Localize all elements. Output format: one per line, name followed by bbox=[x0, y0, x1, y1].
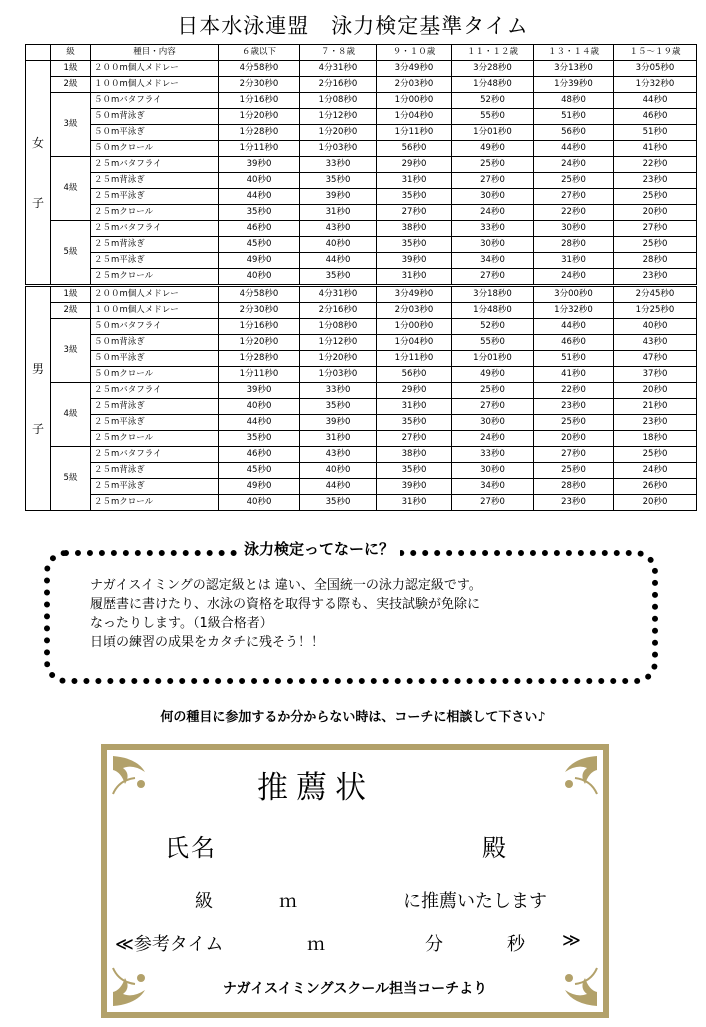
time-cell: 39秒0 bbox=[219, 157, 300, 173]
time-cell: 1分03秒0 bbox=[300, 141, 377, 157]
time-cell: 43秒0 bbox=[300, 447, 377, 463]
time-cell: 1分20秒0 bbox=[300, 125, 377, 141]
gender-cell bbox=[26, 286, 51, 511]
time-cell: 47秒0 bbox=[614, 351, 697, 367]
time-cell: 35秒0 bbox=[377, 463, 452, 479]
time-cell: 33秒0 bbox=[300, 157, 377, 173]
time-cell: 1分11秒0 bbox=[219, 367, 300, 383]
header-cell: ７・８歳 bbox=[300, 45, 377, 61]
table-row bbox=[26, 141, 697, 157]
grade-cell: 5級 bbox=[51, 221, 91, 286]
time-cell: 27秒0 bbox=[534, 447, 614, 463]
grade-cell: 2級 bbox=[51, 77, 91, 93]
time-cell: 39秒0 bbox=[377, 253, 452, 269]
time-cell: 20秒0 bbox=[614, 383, 697, 399]
time-cell: 49秒0 bbox=[452, 141, 534, 157]
time-cell: 51秒0 bbox=[614, 125, 697, 141]
time-cell: 44秒0 bbox=[219, 415, 300, 431]
event-cell: １００m個人メドレー bbox=[91, 77, 219, 93]
time-cell: 56秒0 bbox=[534, 125, 614, 141]
event-cell: ２５mバタフライ bbox=[91, 447, 219, 463]
time-cell: 31秒0 bbox=[377, 173, 452, 189]
time-cell: 1分08秒0 bbox=[300, 93, 377, 109]
time-cell: 46秒0 bbox=[219, 447, 300, 463]
time-cell: 55秒0 bbox=[452, 109, 534, 125]
time-cell: 1分32秒0 bbox=[614, 77, 697, 93]
time-cell: 1分16秒0 bbox=[219, 93, 300, 109]
time-cell: 44秒0 bbox=[300, 253, 377, 269]
table-row bbox=[26, 173, 697, 189]
table-row bbox=[26, 221, 697, 237]
time-cell: 33秒0 bbox=[452, 221, 534, 237]
event-cell: ２５m背泳ぎ bbox=[91, 463, 219, 479]
event-cell: ５０m背泳ぎ bbox=[91, 335, 219, 351]
time-cell: 3分05秒0 bbox=[614, 61, 697, 77]
time-cell: 3分13秒0 bbox=[534, 61, 614, 77]
event-cell: ２５mクロール bbox=[91, 269, 219, 286]
time-cell: 2分45秒0 bbox=[614, 286, 697, 303]
time-cell: 31秒0 bbox=[534, 253, 614, 269]
time-cell: 40秒0 bbox=[219, 269, 300, 286]
time-cell: 2分16秒0 bbox=[300, 303, 377, 319]
time-cell: 3分28秒0 bbox=[452, 61, 534, 77]
table-row bbox=[26, 415, 697, 431]
table-row bbox=[26, 447, 697, 463]
table-row bbox=[26, 189, 697, 205]
event-cell: ２５mバタフライ bbox=[91, 221, 219, 237]
meter-label: ｍ bbox=[279, 891, 297, 912]
time-cell: 27秒0 bbox=[377, 205, 452, 221]
time-cell: 35秒0 bbox=[377, 189, 452, 205]
table-row bbox=[26, 495, 697, 511]
time-cell: 27秒0 bbox=[377, 431, 452, 447]
event-cell: ２５m背泳ぎ bbox=[91, 399, 219, 415]
recommend-text: に推薦いたします bbox=[403, 891, 547, 912]
event-cell: ２００m個人メドレー bbox=[91, 286, 219, 303]
time-cell: 40秒0 bbox=[614, 319, 697, 335]
time-cell: 28秒0 bbox=[614, 253, 697, 269]
time-cell: 39秒0 bbox=[300, 189, 377, 205]
time-cell: 25秒0 bbox=[534, 173, 614, 189]
time-cell: 39秒0 bbox=[300, 415, 377, 431]
time-cell: 1分08秒0 bbox=[300, 319, 377, 335]
time-cell: 31秒0 bbox=[377, 399, 452, 415]
time-cell: 2分30秒0 bbox=[219, 77, 300, 93]
table-row bbox=[26, 399, 697, 415]
event-cell: ５０mバタフライ bbox=[91, 93, 219, 109]
time-cell: 46秒0 bbox=[534, 335, 614, 351]
time-cell: 51秒0 bbox=[534, 109, 614, 125]
grade-cell: 4級 bbox=[51, 383, 91, 447]
page-title: 日本水泳連盟 泳力検定基準タイム bbox=[177, 14, 529, 38]
time-cell: 28秒0 bbox=[534, 237, 614, 253]
time-cell: 33秒0 bbox=[300, 383, 377, 399]
time-cell: 23秒0 bbox=[614, 269, 697, 286]
time-cell: 40秒0 bbox=[219, 399, 300, 415]
time-cell: 3分49秒0 bbox=[377, 286, 452, 303]
table-row bbox=[26, 237, 697, 253]
time-cell: 1分00秒0 bbox=[377, 319, 452, 335]
time-cell: 45秒0 bbox=[219, 237, 300, 253]
table-row bbox=[26, 286, 697, 303]
time-cell: 27秒0 bbox=[534, 189, 614, 205]
time-cell: 28秒0 bbox=[534, 479, 614, 495]
time-cell: 44秒0 bbox=[614, 93, 697, 109]
time-cell: 34秒0 bbox=[452, 479, 534, 495]
grade-cell: 3級 bbox=[51, 93, 91, 157]
table-row bbox=[26, 479, 697, 495]
header-cell: 種目・内容 bbox=[91, 45, 219, 61]
time-cell: 25秒0 bbox=[614, 447, 697, 463]
time-cell: 1分32秒0 bbox=[534, 303, 614, 319]
time-cell: 1分28秒0 bbox=[219, 125, 300, 141]
time-cell: 2分03秒0 bbox=[377, 77, 452, 93]
table-row bbox=[26, 367, 697, 383]
time-cell: 25秒0 bbox=[452, 157, 534, 173]
time-cell: 27秒0 bbox=[452, 269, 534, 286]
time-cell: 1分20秒0 bbox=[219, 109, 300, 125]
time-cell: 27秒0 bbox=[452, 173, 534, 189]
gender-char: 子 bbox=[31, 421, 44, 436]
table-row bbox=[26, 205, 697, 221]
time-cell: 51秒0 bbox=[534, 351, 614, 367]
time-cell: 40秒0 bbox=[219, 495, 300, 511]
time-cell: 46秒0 bbox=[614, 109, 697, 125]
close-quote: ≫ bbox=[562, 930, 581, 951]
time-cell: 46秒0 bbox=[219, 221, 300, 237]
table-row bbox=[26, 61, 697, 77]
time-cell: 25秒0 bbox=[614, 189, 697, 205]
time-cell: 31秒0 bbox=[300, 205, 377, 221]
time-cell: 1分04秒0 bbox=[377, 109, 452, 125]
time-cell: 31秒0 bbox=[377, 495, 452, 511]
honorific-label: 殿 bbox=[482, 834, 506, 862]
grade-cell: 3級 bbox=[51, 319, 91, 383]
time-cell: 24秒0 bbox=[534, 157, 614, 173]
time-cell: 20秒0 bbox=[534, 431, 614, 447]
time-cell: 29秒0 bbox=[377, 383, 452, 399]
corner-ornament-icon bbox=[547, 754, 599, 798]
time-cell: 23秒0 bbox=[614, 415, 697, 431]
time-cell: 31秒0 bbox=[300, 431, 377, 447]
time-cell: 48秒0 bbox=[534, 93, 614, 109]
time-cell: 1分12秒0 bbox=[300, 109, 377, 125]
grade-cell: 5級 bbox=[51, 447, 91, 511]
time-cell: 52秒0 bbox=[452, 319, 534, 335]
time-cell: 23秒0 bbox=[534, 495, 614, 511]
time-cell: 55秒0 bbox=[452, 335, 534, 351]
time-cell: 2分16秒0 bbox=[300, 77, 377, 93]
time-cell: 1分01秒0 bbox=[452, 125, 534, 141]
time-cell: 2分03秒0 bbox=[377, 303, 452, 319]
time-cell: 20秒0 bbox=[614, 495, 697, 511]
time-cell: 52秒0 bbox=[452, 93, 534, 109]
time-cell: 35秒0 bbox=[377, 415, 452, 431]
time-cell: 24秒0 bbox=[614, 463, 697, 479]
time-cell: 41秒0 bbox=[534, 367, 614, 383]
time-cell: 18秒0 bbox=[614, 431, 697, 447]
table-row bbox=[26, 319, 697, 335]
event-cell: ５０mバタフライ bbox=[91, 319, 219, 335]
time-cell: 30秒0 bbox=[452, 237, 534, 253]
time-cell: 30秒0 bbox=[452, 415, 534, 431]
time-cell: 44秒0 bbox=[534, 141, 614, 157]
time-cell: 23秒0 bbox=[534, 399, 614, 415]
event-cell: ２００m個人メドレー bbox=[91, 61, 219, 77]
consult-note: 何の種目に参加するか分からない時は、コーチに相談して下さい♪ bbox=[160, 710, 546, 725]
time-cell: 1分48秒0 bbox=[452, 77, 534, 93]
event-cell: ２５m平泳ぎ bbox=[91, 189, 219, 205]
time-cell: 39秒0 bbox=[219, 383, 300, 399]
time-cell: 1分25秒0 bbox=[614, 303, 697, 319]
info-line: ナガイスイミングの認定級とは 違い、全国統一の泳力認定級です。 bbox=[90, 578, 482, 593]
table-row bbox=[26, 109, 697, 125]
time-cell: 35秒0 bbox=[377, 237, 452, 253]
time-cell: 30秒0 bbox=[452, 463, 534, 479]
event-cell: ２５mクロール bbox=[91, 205, 219, 221]
event-cell: ２５mクロール bbox=[91, 495, 219, 511]
time-cell: 39秒0 bbox=[377, 479, 452, 495]
time-cell: 44秒0 bbox=[534, 319, 614, 335]
time-cell: 27秒0 bbox=[452, 399, 534, 415]
table-row bbox=[26, 463, 697, 479]
time-cell: 38秒0 bbox=[377, 221, 452, 237]
table-row bbox=[26, 269, 697, 286]
time-cell: 44秒0 bbox=[219, 189, 300, 205]
certificate-title: 推薦状 bbox=[257, 770, 374, 806]
time-cell: 45秒0 bbox=[219, 463, 300, 479]
header-cell: ６歳以下 bbox=[219, 45, 300, 61]
table-row bbox=[26, 253, 697, 269]
event-cell: ２５m背泳ぎ bbox=[91, 237, 219, 253]
header-cell: １３・１４歳 bbox=[534, 45, 614, 61]
time-cell: 1分12秒0 bbox=[300, 335, 377, 351]
time-cell: 38秒0 bbox=[377, 447, 452, 463]
minute-label: 分 bbox=[425, 934, 443, 955]
event-cell: ５０m平泳ぎ bbox=[91, 351, 219, 367]
event-cell: １００m個人メドレー bbox=[91, 303, 219, 319]
time-cell: 20秒0 bbox=[614, 205, 697, 221]
info-box-text bbox=[90, 576, 620, 652]
time-cell: 37秒0 bbox=[614, 367, 697, 383]
time-cell: 1分00秒0 bbox=[377, 93, 452, 109]
event-cell: ５０m平泳ぎ bbox=[91, 125, 219, 141]
time-cell: 27秒0 bbox=[452, 495, 534, 511]
time-cell: 1分48秒0 bbox=[452, 303, 534, 319]
time-cell: 29秒0 bbox=[377, 157, 452, 173]
name-label: 氏名 bbox=[165, 834, 217, 862]
table-row bbox=[26, 431, 697, 447]
time-cell: 1分11秒0 bbox=[377, 125, 452, 141]
time-cell: 1分16秒0 bbox=[219, 319, 300, 335]
time-cell: 44秒0 bbox=[300, 479, 377, 495]
time-cell: 26秒0 bbox=[614, 479, 697, 495]
time-cell: 41秒0 bbox=[614, 141, 697, 157]
event-cell: ５０mクロール bbox=[91, 141, 219, 157]
time-cell: 25秒0 bbox=[614, 237, 697, 253]
time-cell: 23秒0 bbox=[614, 173, 697, 189]
event-cell: ５０m背泳ぎ bbox=[91, 109, 219, 125]
time-cell: 4分58秒0 bbox=[219, 61, 300, 77]
time-cell: 21秒0 bbox=[614, 399, 697, 415]
grade-cell: 1級 bbox=[51, 286, 91, 303]
event-cell: ２５m背泳ぎ bbox=[91, 173, 219, 189]
time-cell: 24秒0 bbox=[452, 431, 534, 447]
time-cell: 25秒0 bbox=[534, 415, 614, 431]
time-cell: 49秒0 bbox=[452, 367, 534, 383]
time-cell: 22秒0 bbox=[534, 205, 614, 221]
time-cell: 1分28秒0 bbox=[219, 351, 300, 367]
coach-signature-text: ナガイスイミングスクール担当コーチより bbox=[222, 981, 488, 997]
time-cell: 3分18秒0 bbox=[452, 286, 534, 303]
time-cell: 40秒0 bbox=[300, 463, 377, 479]
time-cell: 24秒0 bbox=[534, 269, 614, 286]
time-cell: 49秒0 bbox=[219, 253, 300, 269]
time-cell: 24秒0 bbox=[452, 205, 534, 221]
info-line: 日頃の練習の成果をカタチに残そう！！ bbox=[90, 635, 325, 650]
time-cell: 43秒0 bbox=[300, 221, 377, 237]
gender-char: 子 bbox=[31, 195, 44, 210]
event-cell: ２５m平泳ぎ bbox=[91, 253, 219, 269]
info-line: なったりします。（1級合格者） bbox=[90, 616, 273, 631]
time-cell: 4分31秒0 bbox=[300, 286, 377, 303]
header-cell: １１・１２歳 bbox=[452, 45, 534, 61]
time-cell: 35秒0 bbox=[219, 431, 300, 447]
grade-label: 級 bbox=[195, 891, 213, 912]
second-label: 秒 bbox=[507, 934, 525, 955]
time-cell: 4分31秒0 bbox=[300, 61, 377, 77]
time-cell: 22秒0 bbox=[614, 157, 697, 173]
table-row bbox=[26, 157, 697, 173]
time-cell: 35秒0 bbox=[219, 205, 300, 221]
gender-char: 男 bbox=[31, 361, 44, 376]
time-cell: 4分58秒0 bbox=[219, 286, 300, 303]
time-cell: 27秒0 bbox=[614, 221, 697, 237]
table-row bbox=[26, 93, 697, 109]
table-row bbox=[26, 303, 697, 319]
gender-cell bbox=[26, 61, 51, 286]
recommendation-certificate bbox=[101, 744, 609, 1018]
time-cell: 35秒0 bbox=[300, 495, 377, 511]
time-cell: 35秒0 bbox=[300, 399, 377, 415]
header-cell: 級 bbox=[51, 45, 91, 61]
time-cell: 25秒0 bbox=[452, 383, 534, 399]
time-cell: 56秒0 bbox=[377, 367, 452, 383]
time-cell: 31秒0 bbox=[377, 269, 452, 286]
table-row bbox=[26, 335, 697, 351]
time-cell: 2分30秒0 bbox=[219, 303, 300, 319]
event-cell: ２５m平泳ぎ bbox=[91, 415, 219, 431]
time-cell: 1分39秒0 bbox=[534, 77, 614, 93]
time-cell: 22秒0 bbox=[534, 383, 614, 399]
table-row bbox=[26, 77, 697, 93]
event-cell: ２５mクロール bbox=[91, 431, 219, 447]
gender-char: 女 bbox=[31, 135, 44, 150]
time-cell: 56秒0 bbox=[377, 141, 452, 157]
time-cell: 40秒0 bbox=[219, 173, 300, 189]
time-cell: 1分11秒0 bbox=[377, 351, 452, 367]
standard-time-table bbox=[25, 44, 697, 511]
time-cell: 1分04秒0 bbox=[377, 335, 452, 351]
time-cell: 33秒0 bbox=[452, 447, 534, 463]
time-cell: 1分20秒0 bbox=[300, 351, 377, 367]
header-cell: ９・１０歳 bbox=[377, 45, 452, 61]
grade-cell: 2級 bbox=[51, 303, 91, 319]
time-cell: 43秒0 bbox=[614, 335, 697, 351]
grade-cell: 4級 bbox=[51, 157, 91, 221]
time-cell: 25秒0 bbox=[534, 463, 614, 479]
info-box-title: 泳力検定ってなーに？ bbox=[238, 538, 400, 559]
header-cell bbox=[26, 45, 51, 61]
event-cell: ２５mバタフライ bbox=[91, 383, 219, 399]
time-cell: 49秒0 bbox=[219, 479, 300, 495]
time-cell: 40秒0 bbox=[300, 237, 377, 253]
table-row bbox=[26, 351, 697, 367]
time-cell: 35秒0 bbox=[300, 269, 377, 286]
time-cell: 30秒0 bbox=[534, 221, 614, 237]
grade-cell: 1級 bbox=[51, 61, 91, 77]
time-cell: 34秒0 bbox=[452, 253, 534, 269]
event-cell: ２５m平泳ぎ bbox=[91, 479, 219, 495]
corner-ornament-icon bbox=[111, 754, 163, 798]
info-line: 履歴書に書けたり、水泳の資格を取得する際も、実技試験が免除に bbox=[90, 597, 481, 612]
reference-time-label: ≪参考タイム bbox=[115, 934, 224, 955]
table-row bbox=[26, 383, 697, 399]
time-cell: 1分11秒0 bbox=[219, 141, 300, 157]
event-cell: ５０mクロール bbox=[91, 367, 219, 383]
meter-label: ｍ bbox=[307, 934, 325, 955]
table-row bbox=[26, 125, 697, 141]
time-cell: 30秒0 bbox=[452, 189, 534, 205]
time-cell: 1分20秒0 bbox=[219, 335, 300, 351]
time-cell: 3分49秒0 bbox=[377, 61, 452, 77]
time-cell: 3分00秒0 bbox=[534, 286, 614, 303]
time-cell: 1分03秒0 bbox=[300, 367, 377, 383]
time-cell: 1分01秒0 bbox=[452, 351, 534, 367]
header-cell: １５～１９歳 bbox=[614, 45, 697, 61]
event-cell: ２５mバタフライ bbox=[91, 157, 219, 173]
time-cell: 35秒0 bbox=[300, 173, 377, 189]
table-header-row bbox=[26, 45, 697, 61]
